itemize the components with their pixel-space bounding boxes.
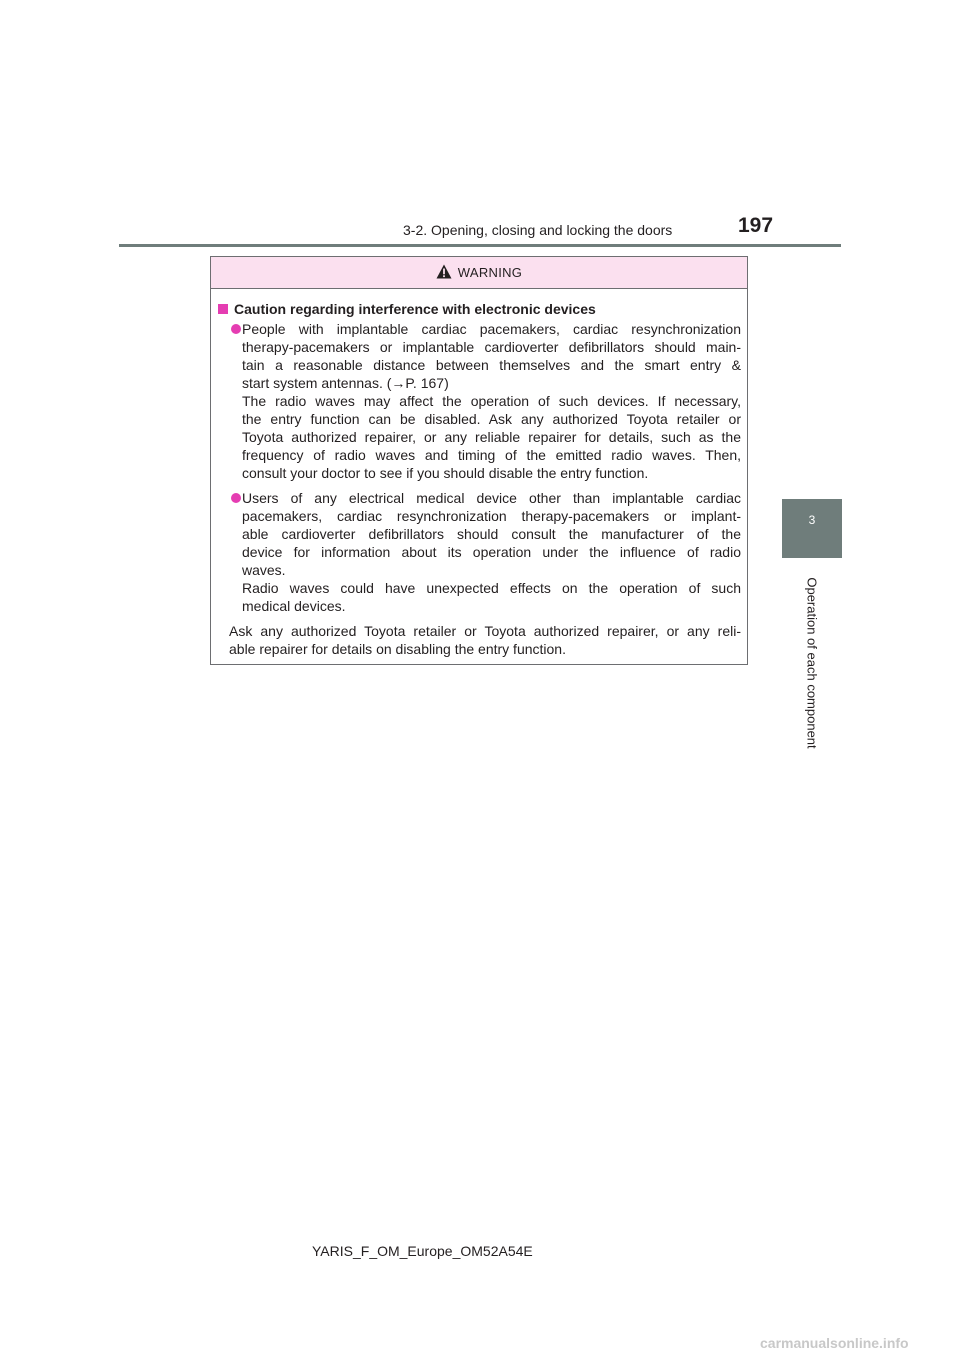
paragraph-line: waves. (242, 562, 286, 578)
warning-body (211, 289, 747, 658)
paragraph-line: Users of any electrical medical device other than implantable cardiac (242, 490, 741, 506)
warning-label: WARNING (457, 265, 523, 280)
round-bullet-icon (231, 493, 241, 503)
closing-paragraph (218, 622, 741, 658)
chapter-number: 3 (808, 513, 816, 527)
paragraph-line: Toyota authorized repairer, or any reliable repairer for details, such as the (242, 429, 741, 445)
list-item (218, 489, 741, 615)
paragraph-line: able repairer for details on disabling the entry function. (229, 641, 566, 657)
paragraph-line: The radio waves may affect the operation of such devices. If necessary, (242, 393, 741, 409)
round-bullet-icon (231, 324, 241, 334)
document-id: YARIS_F_OM_Europe_OM52A54E (312, 1243, 533, 1259)
paragraph-line: medical devices. (242, 598, 346, 614)
paragraph-line: tain a reasonable distance between themselves and the smart entry & (242, 357, 741, 373)
paragraph-line: able cardioverter defibrillators should consult the manufacturer of the (242, 526, 741, 542)
chapter-tab (782, 499, 842, 558)
warning-header (211, 257, 747, 289)
paragraph-line: start system antennas. (→P. 167) (242, 375, 449, 391)
paragraph-line: Ask any authorized Toyota retailer or Toyota authorized repairer, or any reli- (229, 623, 741, 639)
warning-triangle-icon (436, 264, 452, 279)
paragraph-line: therapy-pacemakers or implantable cardioverter defibrillators should main- (242, 339, 741, 355)
section-title: 3-2. Opening, closing and locking the doors (403, 222, 673, 238)
header-divider (119, 244, 841, 247)
paragraph-line: People with implantable cardiac pacemakers, cardiac resynchronization (242, 321, 741, 337)
paragraph-line: consult your doctor to see if you should disable the entry function. (242, 465, 649, 481)
paragraph-line: frequency of radio waves and timing of the emitted radio waves. Then, (242, 447, 741, 463)
paragraph-line: device for information about its operation under the influence of radio (242, 544, 741, 560)
paragraph-line: Radio waves could have unexpected effects on the operation of such (242, 580, 741, 596)
warning-heading-text: Caution regarding interference with electronic devices (234, 301, 596, 317)
paragraph-line: pacemakers, cardiac resynchronization therapy-pacemakers or implant- (242, 508, 741, 524)
paragraph-line: the entry function can be disabled. Ask any authorized Toyota retailer or (242, 411, 741, 427)
warning-heading (218, 300, 741, 318)
square-bullet-icon (218, 304, 228, 314)
list-item (218, 320, 741, 482)
chapter-title: Operation of each component (804, 577, 820, 749)
warning-box (210, 256, 748, 665)
watermark: carmanualsonline.info (760, 1335, 909, 1351)
page-number: 197 (738, 214, 774, 237)
